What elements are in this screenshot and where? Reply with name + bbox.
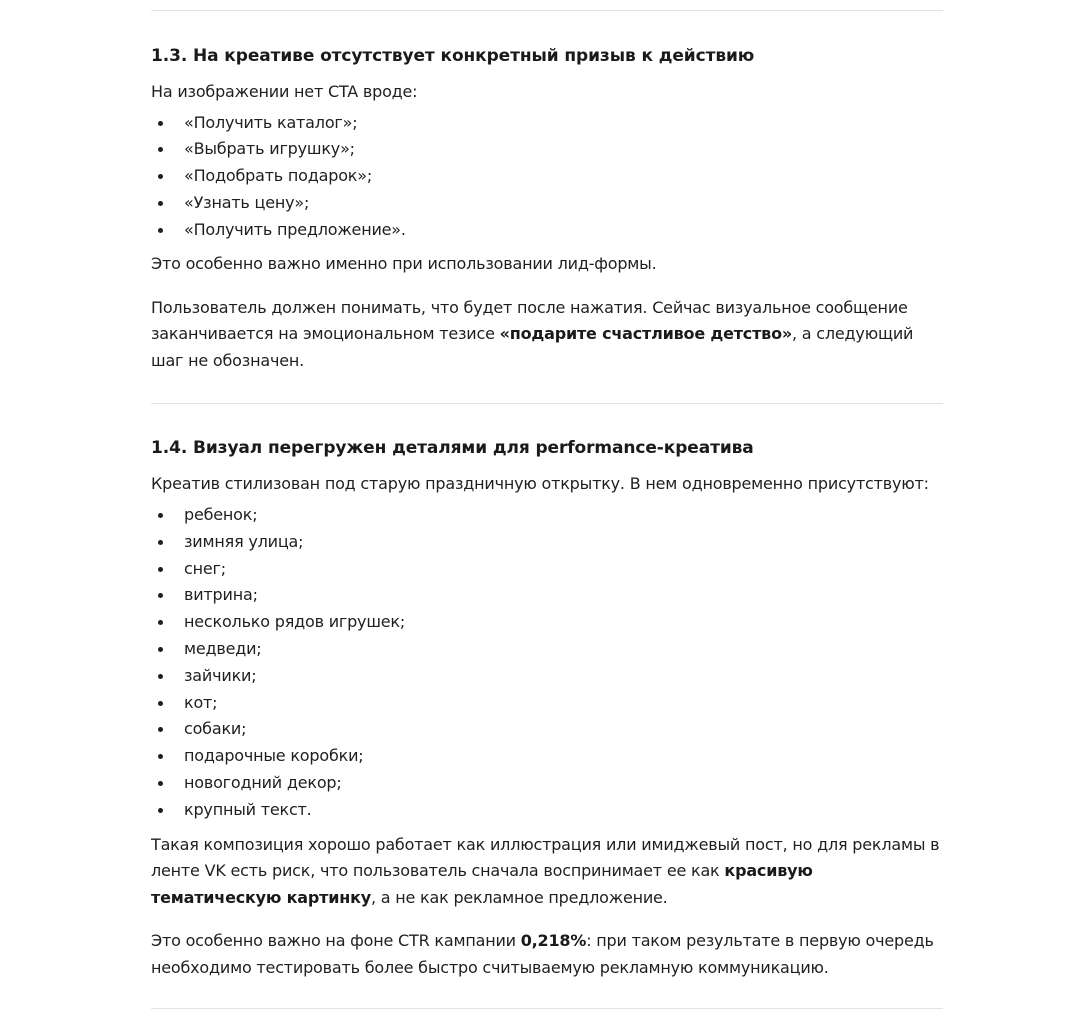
bullet-icon bbox=[158, 174, 163, 179]
list-item: «Получить каталог»; bbox=[151, 110, 943, 137]
bullet-icon bbox=[158, 121, 163, 126]
section-1-4-intro: Креатив стилизован под старую праздничную открытку. В нем одновременно присутствуют: bbox=[151, 474, 929, 494]
divider-top bbox=[151, 10, 943, 11]
section-1-4-heading: 1.4. Визуал перегружен деталями для performance-креатива bbox=[151, 438, 754, 459]
list-item: подарочные коробки; bbox=[151, 743, 943, 770]
list-item: «Подобрать подарок»; bbox=[151, 163, 943, 190]
section-1-4-paragraph-2: Это особенно важно на фоне CTR кампании 0,218%: при таком результате в первую очередь необходимо тестировать более быстро считываемую рекламную коммуникацию. bbox=[151, 931, 934, 977]
list-item: собаки; bbox=[151, 716, 943, 743]
bullet-icon bbox=[158, 781, 163, 786]
section-1-4-paragraph-1: Такая композиция хорошо работает как иллюстрация или имиджевый пост, но для рекламы в ленте VK есть риск, что пользователь сначала воспринимает ее как красивую тематическую картинку, а не как рекламное предложение. bbox=[151, 834, 940, 907]
ctr-value: 0,218% bbox=[520, 931, 587, 951]
list-item: новогодний декор; bbox=[151, 770, 943, 797]
section-1-4-list bbox=[151, 502, 943, 824]
list-item: «Узнать цену»; bbox=[151, 190, 943, 217]
list-item: «Выбрать игрушку»; bbox=[151, 136, 943, 163]
bullet-icon bbox=[158, 567, 163, 572]
section-1-3-paragraph: Пользователь должен понимать, что будет после нажатия. Сейчас визуальное сообщение заканчивается на эмоциональном тезисе «подарите счастливое детство», а следующий шаг не обозначен. bbox=[151, 297, 914, 370]
list-item: крупный текст. bbox=[151, 797, 943, 824]
list-item: «Получить предложение». bbox=[151, 217, 943, 244]
bullet-icon bbox=[158, 513, 163, 518]
divider-middle bbox=[151, 403, 943, 404]
list-item: снег; bbox=[151, 556, 943, 583]
list-item: кот; bbox=[151, 690, 943, 717]
bullet-icon bbox=[158, 540, 163, 545]
section-1-3-intro: На изображении нет CTA вроде: bbox=[151, 82, 418, 101]
list-item: несколько рядов игрушек; bbox=[151, 609, 943, 636]
bullet-icon bbox=[158, 147, 163, 152]
bullet-icon bbox=[158, 620, 163, 625]
bullet-icon bbox=[158, 593, 163, 598]
list-item: зайчики; bbox=[151, 663, 943, 690]
bullet-icon bbox=[158, 808, 163, 813]
bullet-icon bbox=[158, 754, 163, 759]
divider-bottom bbox=[151, 1008, 943, 1009]
document-content bbox=[151, 0, 943, 1009]
emphasis-text: «подарите счастливое детство» bbox=[499, 324, 793, 344]
emphasis-text: красивую тематическую картинку bbox=[151, 861, 813, 907]
section-1-3-list bbox=[151, 110, 943, 244]
bullet-icon bbox=[158, 701, 163, 706]
list-item: витрина; bbox=[151, 582, 943, 609]
bullet-icon bbox=[158, 228, 163, 233]
bullet-icon bbox=[158, 647, 163, 652]
list-item: зимняя улица; bbox=[151, 529, 943, 556]
section-1-3-heading: 1.3. На креативе отсутствует конкретный призыв к действию bbox=[151, 46, 755, 66]
bullet-icon bbox=[158, 727, 163, 732]
section-1-3-note: Это особенно важно именно при использовании лид-формы. bbox=[151, 254, 657, 274]
list-item: медведи; bbox=[151, 636, 943, 663]
list-item: ребенок; bbox=[151, 502, 943, 529]
bullet-icon bbox=[158, 201, 163, 206]
bullet-icon bbox=[158, 674, 163, 679]
